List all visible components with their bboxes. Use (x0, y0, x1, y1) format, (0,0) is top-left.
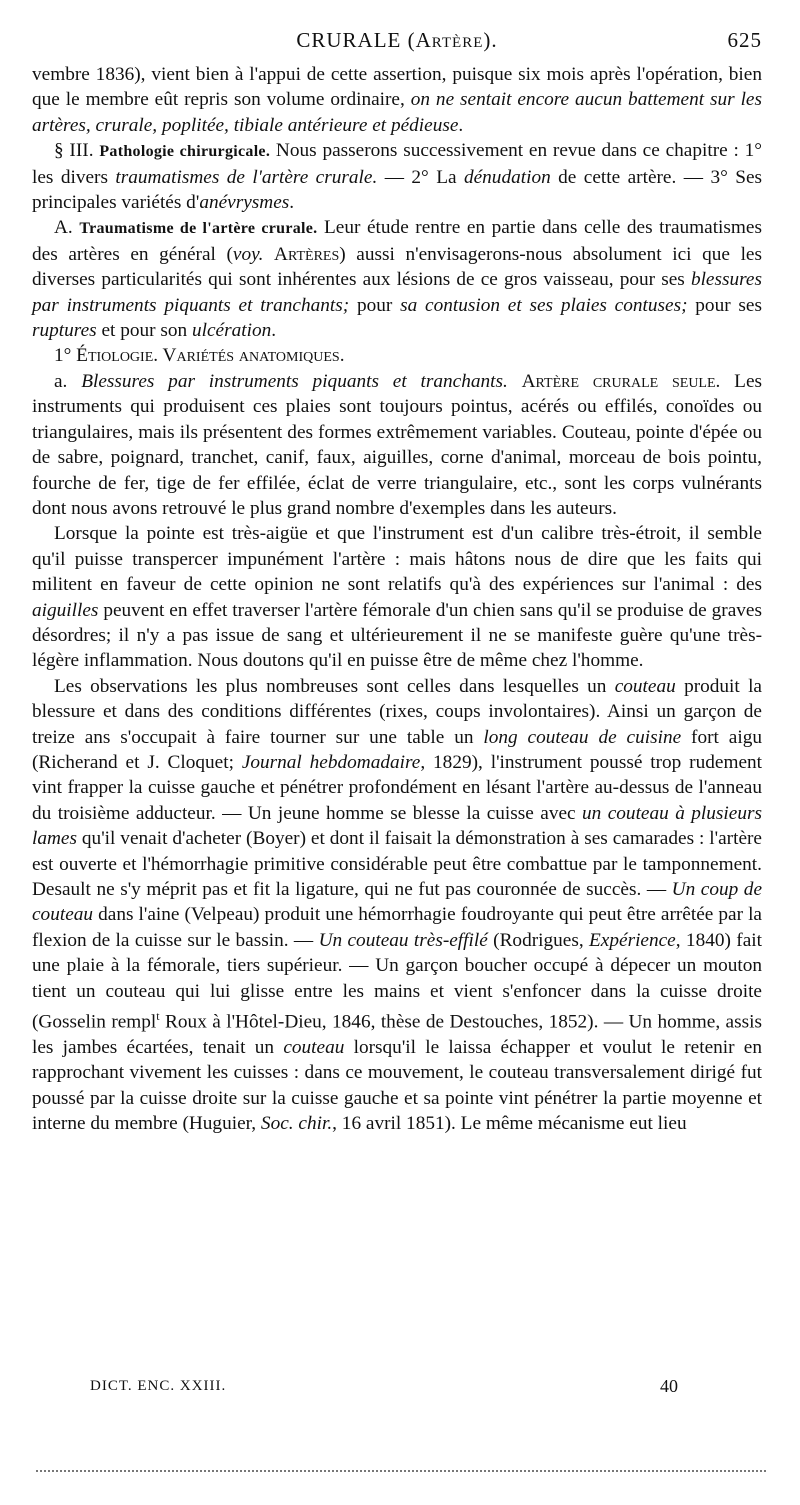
italic-run: couteau (283, 1036, 345, 1058)
text-run: Les instruments qui produisent ces plaies sont toujours pointus, acérés ou effilés, conoïdes ou triangulaires, mais ils présentent des formes extrêmement variables. Couteau, pointe d'épée ou de sabre, poignard, tranchet, canif, faux, aiguilles, corne d'animal, morceau de bois pointu, fourche de fer, tige de fer effilée, éclat de verre triangulaire, etc., sont les corps vulnérants dont nous avons retrouvé le plus grand nombre d'exemples dans les auteurs. (32, 370, 763, 519)
text-run: peuvent en effet traverser l'artère fémorale d'un chien sans qu'il se produise de graves désordres; il n'y a pas issue de sang et ultérieurement il ne se manifeste guère qu'une très-légère inflammation. Nous doutons qu'il en puisse être de même chez l'homme. (32, 599, 762, 672)
text-run: pour (349, 294, 401, 316)
italic-run: Expérience (589, 929, 676, 951)
text-run: — 2° La (377, 166, 464, 188)
bold-heading-run: Pathologie chirurgicale. (99, 143, 271, 161)
paragraph (32, 138, 762, 215)
text-run: (Rodrigues, (487, 929, 590, 951)
text-run: dans l'aine (Velpeau) produit une hémorrhagie foudroyante qui peut être arrêtée par la flexion de la cuisse sur le bassin. — (32, 904, 762, 951)
italic-run: blessures par instruments piquants et tranchants; (32, 269, 762, 316)
paragraph (32, 674, 762, 1137)
italic-run: Un couteau très-effilé (318, 929, 488, 951)
page-footer (90, 1372, 690, 1402)
text-run: . (289, 192, 295, 214)
bold-heading-run: Traumatisme de l'artère crurale. (79, 220, 318, 238)
italic-run: Journal hebdomadaire (241, 751, 421, 773)
italic-run: sa contusion et ses plaies contuses; (400, 294, 688, 316)
text-run: , 1829), l'instrument poussé trop rudement vint frapper la cuisse gauche et pénétrer profondément en lésant l'artère au-dessus de l'anneau du troisième adducteur. — Un jeune homme se blesse la cuisse avec (32, 751, 762, 824)
text-run (263, 244, 274, 265)
paragraph (32, 521, 762, 673)
text-run: vembre 1836), vient bien à l'appui de cette assertion, puisque six mois après l'opération, bien que le membre eût repris son volume ordinaire, (32, 64, 762, 111)
text-run: Roux à l'Hôtel-Dieu, 1846, thèse de Destouches, 1852). — Un homme, assis les jambes écartées, tenait un (32, 1011, 762, 1058)
paragraph (32, 62, 762, 138)
italic-run: Un coup de couteau (32, 879, 762, 926)
running-title-main: CRURALE (296, 28, 402, 52)
italic-run: dénudation (463, 166, 551, 188)
text-run: ) aussi n'envisagerons-nous absolument ici que les diverses particularités qui sont inhérentes aux lésions de ce gros vaisseau, pour ses (32, 243, 762, 291)
paragraph (32, 343, 762, 368)
small-caps-run: Artère crurale seule. (521, 370, 721, 392)
text-run: , 1840) fait une plaie à la fémorale, tiers supérieur. — Un garçon boucher occupé à dépecer un mouton tient un couteau qui lui glisse entre les mains et vient s'enfoncer dans la cuisse droite (Gosselin rempl (32, 929, 762, 1033)
text-run: qu'il venait d'acheter (Boyer) et dont il faisait la démonstration à ses camarades : l'artère est ouverte et l'hémorrhagie primitive considérable peut être combattue par le tamponnement. Desault ne s'y méprit pas et fit la ligature, qui ne fut pas couronnée de succès. — (32, 828, 762, 900)
text-run: et pour son (96, 320, 192, 342)
italic-run: Soc. chir. (260, 1113, 333, 1135)
text-run: produit la blessure et dans des conditions différentes (rixes, coups involontaires). Ainsi un garçon de treize ans s'occupait à faire tourner sur une table un (32, 675, 762, 748)
small-caps-run: Étiologie. Variétés anatomiques. (76, 345, 345, 367)
italic-run: traumatismes de l'artère crurale. (115, 166, 378, 188)
text-run: A. (54, 217, 80, 239)
running-title-sub: (Artère). (407, 28, 498, 52)
bottom-dotted-rule (36, 1470, 766, 1472)
text-run: pour ses (687, 294, 762, 316)
running-head (32, 24, 762, 56)
text-run: lorsqu'il le laissa échapper et voulut le retenir en rapprochant vivement les cuisses : dans ce mouvement, le couteau transversalement dirigé fut poussé par la cuisse droite sur la cuisse gauche et sa pointe vint pénétrer la partie moyenne et interne du membre (Huguier, (32, 1036, 762, 1135)
italic-run: voy. (232, 243, 264, 265)
text-run: Nous passerons successivement en revue dans ce chapitre : 1° les divers (32, 140, 762, 188)
superscript-run: t (156, 1009, 160, 1024)
text-run: a. (54, 370, 82, 392)
paragraph (32, 215, 762, 343)
text-run: de cette artère. — 3° Ses principales variétés d' (32, 166, 763, 214)
body-text (32, 62, 762, 1136)
page-number: 625 (727, 28, 762, 52)
italic-run: ruptures (32, 320, 97, 342)
signature-mark: DICT. ENC. XXIII. (90, 1378, 227, 1394)
italic-run: un couteau à plusieurs lames (32, 802, 762, 850)
italic-run: anévrysmes (199, 192, 290, 214)
italic-run: long couteau de cuisine (483, 726, 682, 748)
text-run: fort aigu (Richerand et J. Cloquet; (32, 726, 762, 773)
text-run: Les observations les plus nombreuses sont celles dans lesquelles un (54, 675, 615, 697)
text-run: § III. (54, 140, 100, 162)
text-run: 1° (54, 345, 77, 367)
italic-run: couteau (614, 675, 676, 697)
italic-run: on ne sentait encore aucun battement sur les artères, crurale, poplitée, tibiale antérieure et pédieuse (32, 89, 762, 136)
italic-run: Blessures par instruments piquants et tranchants. (81, 370, 508, 392)
italic-run: aiguilles (32, 599, 99, 621)
text-run: Leur étude rentre en partie dans celle des traumatismes des artères en général ( (32, 217, 762, 265)
italic-run: ulcération (191, 320, 272, 342)
text-run: . (458, 114, 464, 136)
paragraph (32, 369, 762, 521)
running-title (32, 28, 762, 53)
text-run: , 16 avril 1851). Le même mécanisme eut lieu (332, 1113, 687, 1135)
small-caps-run: Artères (274, 243, 340, 265)
text-run (508, 371, 522, 392)
signature-number: 40 (660, 1376, 678, 1396)
text-run: Lorsque la pointe est très-aigüe et que l'instrument est d'un calibre très-étroit, il semble qu'il puisse transpercer impunément l'artère : mais hâtons nous de dire que les faits qui militent en faveur de cette opinion ne sont relatifs qu'à des expériences sur l'animal : des (32, 523, 762, 596)
text-run: . (271, 320, 277, 342)
